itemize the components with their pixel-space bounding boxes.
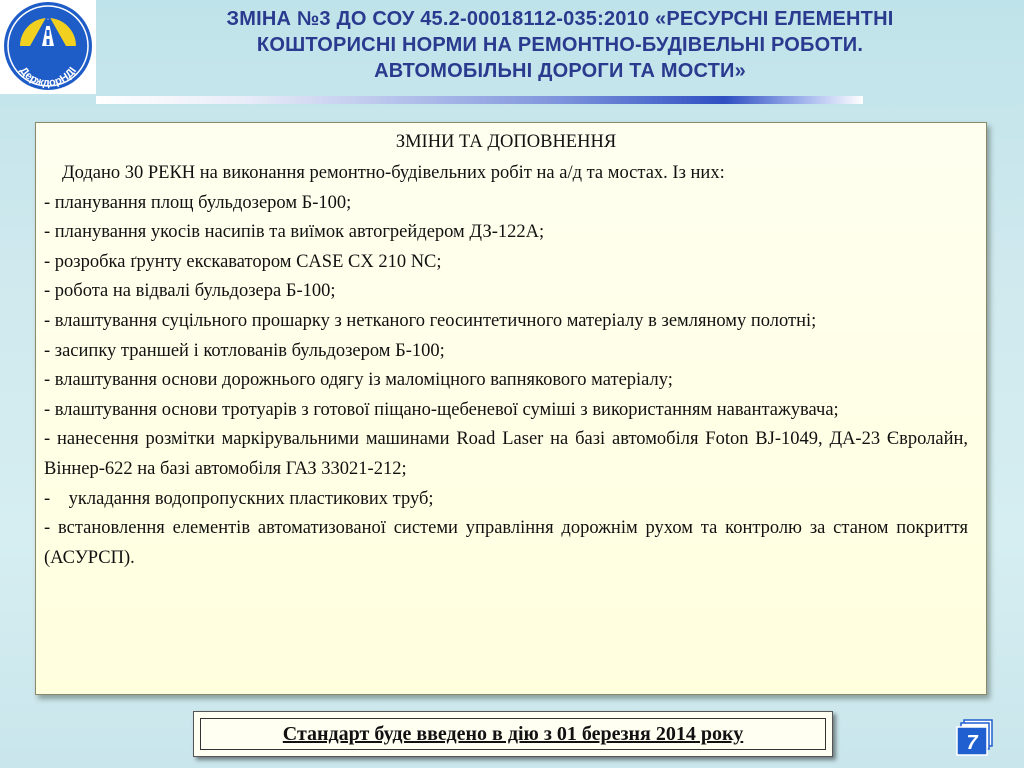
changes-heading: ЗМІНИ ТА ДОПОВНЕННЯ	[395, 132, 617, 152]
list-item: - укладання водопропускних пластикових труб;	[44, 488, 434, 509]
title-line-2: КОШТОРИСНІ НОРМИ НА РЕМОНТНО-БУДІВЕЛЬНІ РОБОТИ.	[256, 34, 864, 56]
list-item: - планування площ бульдозером Б-100;	[44, 192, 352, 213]
list-item: - нанесення розмітки маркірувальними машинами Road Laser на базі автомобіля Foton BJ-1049, ДА-23 Євролайн, Віннер-622 на базі автомобіля ГАЗ 33021-212;	[44, 429, 968, 479]
stacked-pages-icon	[955, 718, 995, 758]
changes-intro: Додано 30 РЕКН на виконання ремонтно-будівельних робіт на а/д та мостах. Із них:	[62, 163, 725, 183]
title-line-3: АВТОМОБІЛЬНІ ДОРОГИ ТА МОСТИ»	[374, 60, 746, 82]
effective-date-text: Стандарт буде введено в дію з 01 березня 2014 року	[282, 722, 744, 745]
list-item: - влаштування основи тротуарів з готової піщано-щебеневої суміші з використанням навантажувача;	[44, 399, 839, 420]
list-item: - встановлення елементів автоматизованої системи управління дорожнім рухом та контролю за станом покриття (АСУРСП).	[44, 518, 968, 568]
changes-list	[44, 189, 968, 574]
page-title	[110, 6, 1010, 84]
list-item: - планування укосів насипів та виїмок автогрейдером ДЗ-122А;	[44, 222, 545, 243]
svg-text:ДерждорНДІ: ДерждорНДІ	[16, 64, 80, 90]
list-item: - влаштування основи дорожнього одягу із маломіцного вапнякового матеріалу;	[44, 370, 673, 391]
page-number: 7	[966, 732, 978, 754]
list-item: - засипку траншей і котлованів бульдозером Б-100;	[44, 340, 445, 361]
logo	[0, 0, 96, 94]
page-number-badge	[955, 718, 995, 758]
title-line-1: ЗМІНА №3 ДО СОУ 45.2-00018112-035:2010 «РЕСУРСНІ ЕЛЕМЕНТНІ	[226, 8, 894, 30]
list-item: - влаштування суцільного прошарку з нетканого геосинтетичного матеріалу в земляному полотні;	[44, 310, 817, 331]
list-item: - розробка ґрунту екскаватором CASE CX 210 NC;	[44, 251, 442, 272]
title-underline-bar	[96, 96, 863, 104]
changes-panel	[35, 122, 987, 695]
effective-date-note	[193, 711, 833, 757]
list-item: - робота на відвалі бульдозера Б-100;	[44, 281, 336, 302]
derzhdorndi-logo-icon	[0, 0, 96, 94]
